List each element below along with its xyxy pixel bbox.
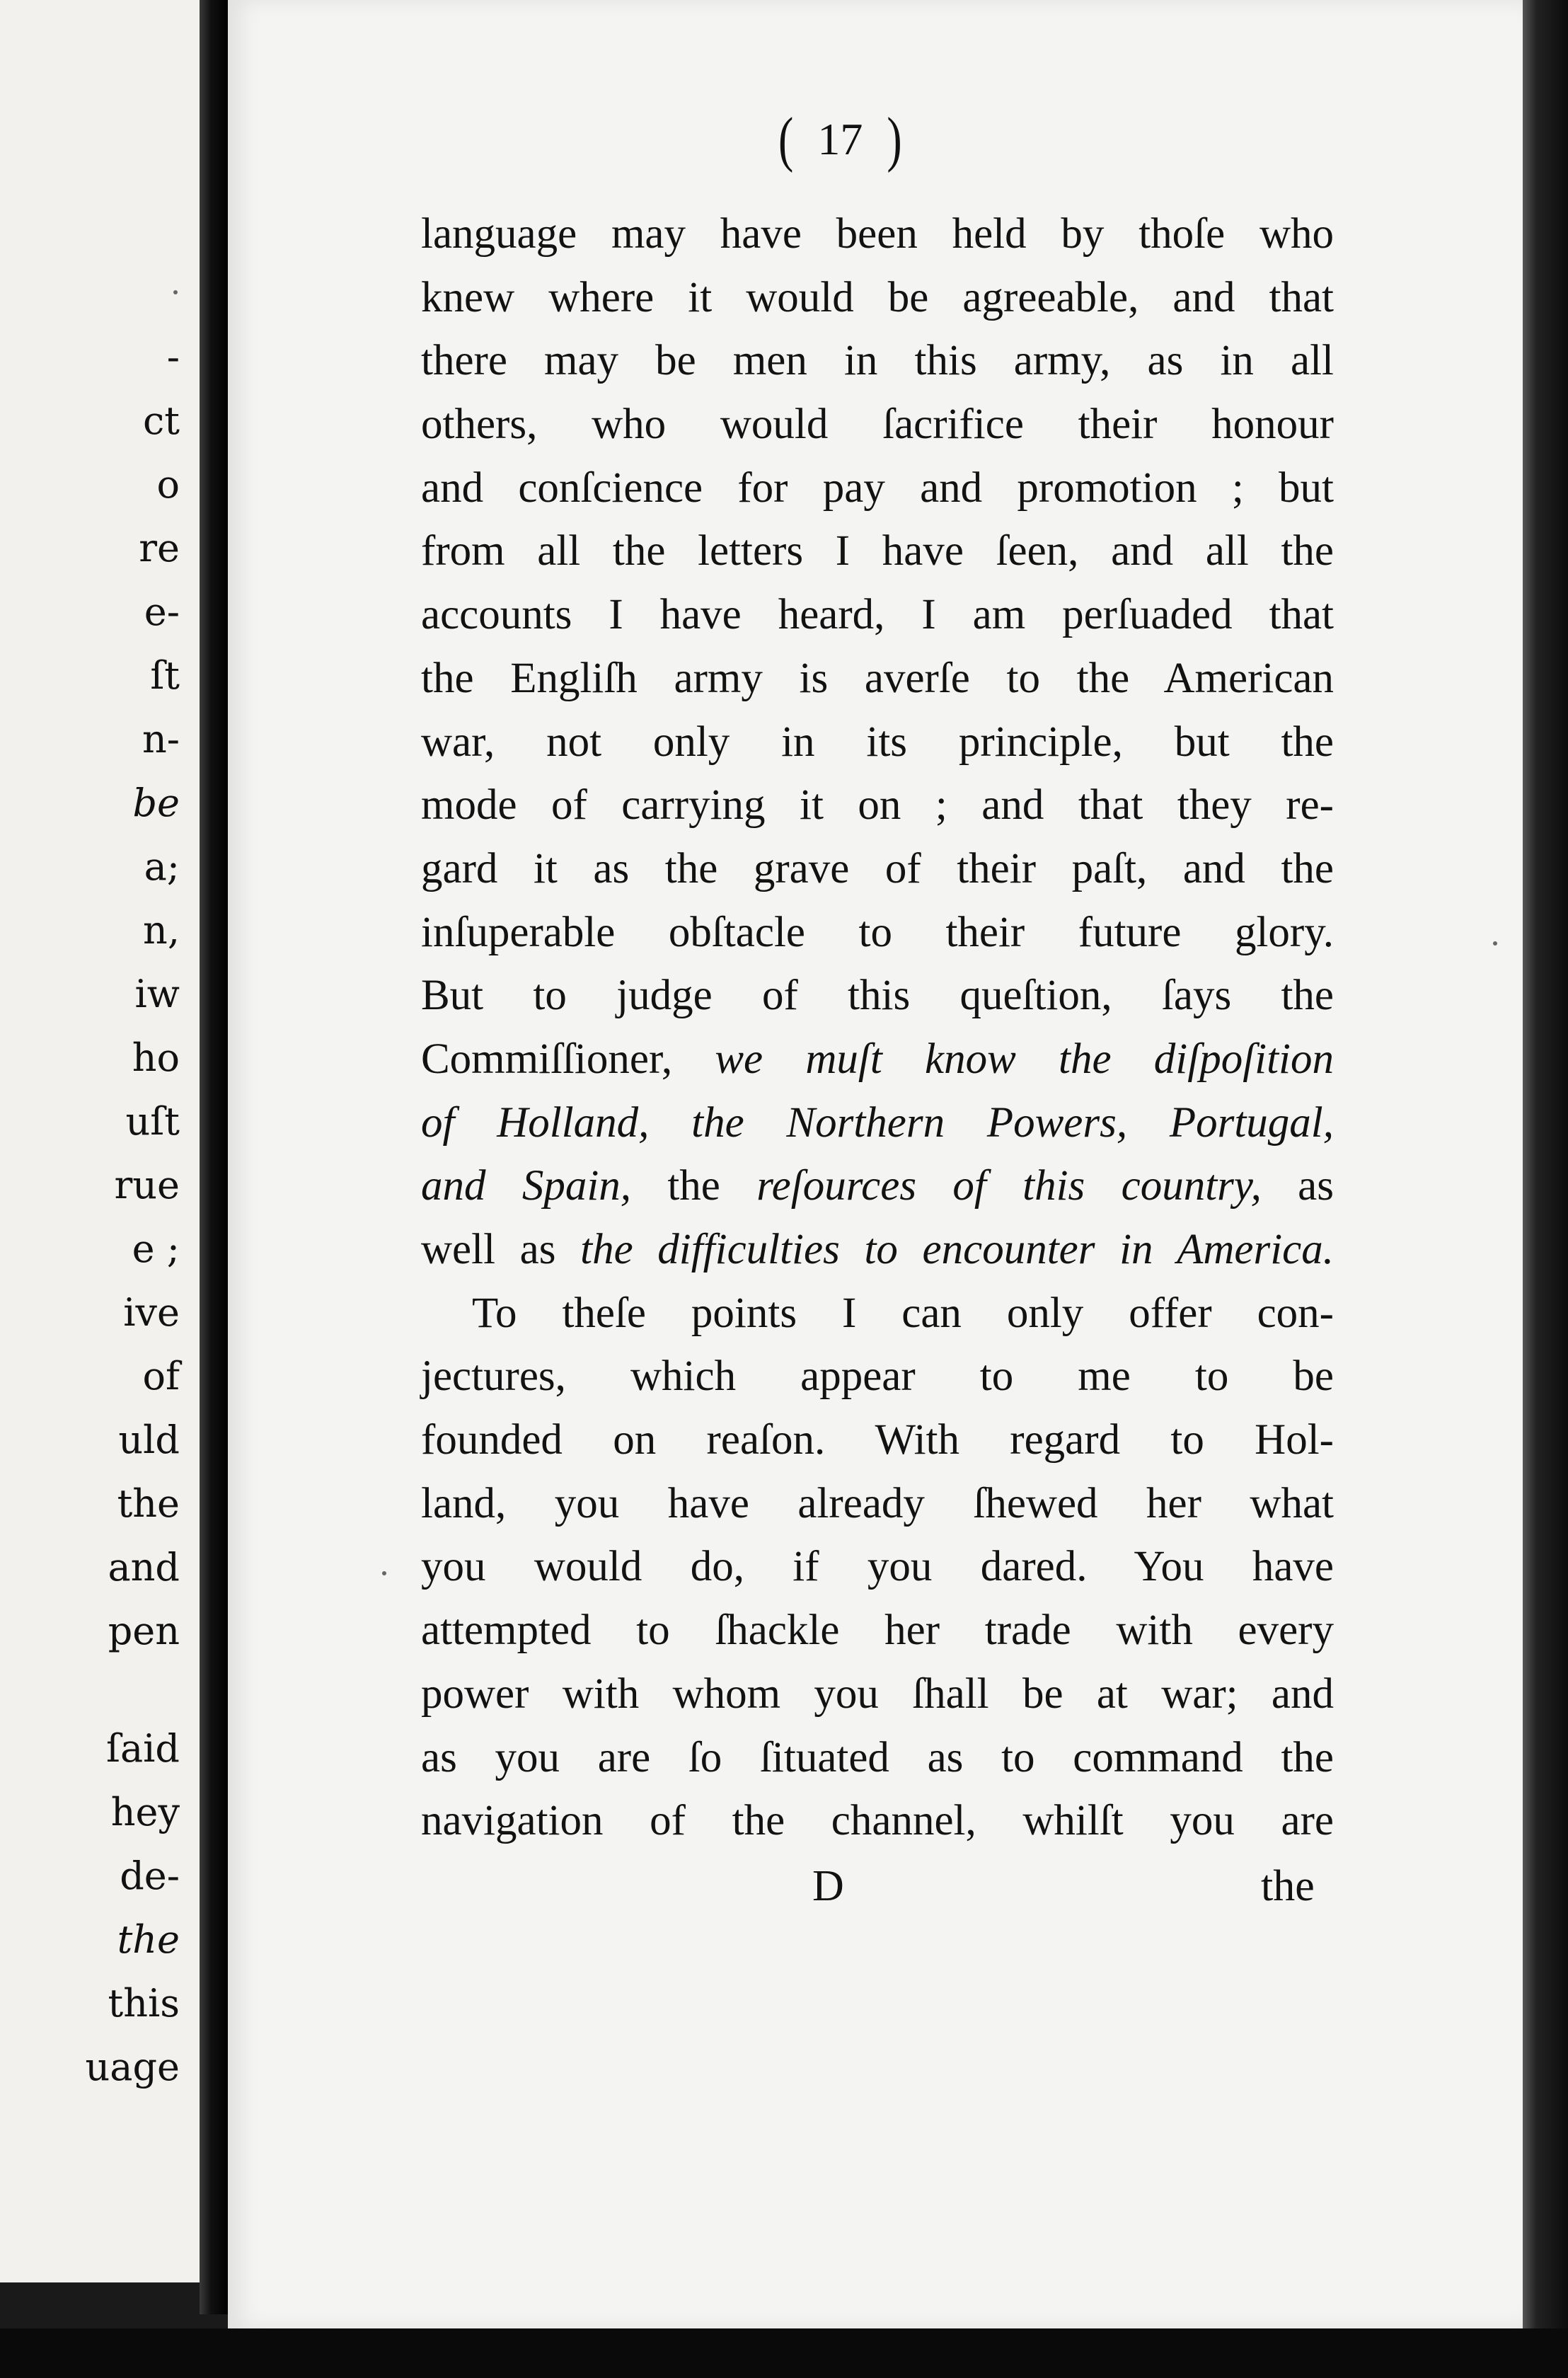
text-line [421,266,1334,330]
left-page-fragment: uld [118,1418,180,1462]
text-line [421,456,1334,520]
paper-speck [173,290,178,294]
left-page-fragment: rue [114,1163,180,1207]
text-run: attempted to ſhackle her trade with every [421,1607,1334,1655]
text-line [421,1345,1334,1408]
left-page-fragment: of [142,1354,180,1398]
text-run: power with whom you ſhall be at war; and [421,1670,1334,1718]
text-line [421,202,1334,266]
text-run: Commiſſioner, [421,1035,715,1083]
left-page-fragment: the [117,1917,180,1962]
paper-speck [382,1571,386,1575]
text-run: founded on reaſon. With regard to Hol- [421,1416,1334,1464]
page-number: 17 [817,114,863,164]
left-facing-page [0,0,200,2282]
left-page-fragment: this [108,1981,180,2026]
left-page-fragment: ſaid [105,1726,180,1771]
left-page-fragment [0,1663,198,1717]
text-run: you would do, if you dared. You have [421,1543,1334,1591]
text-run: well as [421,1226,581,1273]
text-run: the Engliſh army is averſe to the American [421,654,1334,702]
page-edge-shadow [1523,0,1568,2378]
text-line [421,1662,1334,1726]
italic-text-run: we muſt know the diſpoſition [715,1035,1334,1083]
text-line [421,1218,1334,1282]
text-line [421,1154,1334,1218]
page-body-text [421,202,1334,1853]
left-page-fragment: be [132,781,180,825]
text-run: from all the letters I have ſeen, and all the [421,527,1334,575]
text-line [421,583,1334,647]
text-run: To theſe points I can only offer con- [472,1289,1334,1337]
text-run: language may have been held by thoſe who [421,210,1334,258]
italic-text-run: of Holland, the Northern Powers, Portugal, [421,1098,1334,1147]
book-gutter [200,0,228,2314]
text-line [421,1472,1334,1536]
left-page-fragment: hey [110,1790,180,1834]
paper-speck [1493,941,1497,946]
text-run: there may be men in this army, as in all [421,337,1334,385]
left-page-fragment: iw [134,972,180,1016]
close-parenthesis: ) [887,105,902,173]
italic-text-run: reſources of this country, [756,1162,1262,1210]
text-line [421,1091,1334,1155]
text-line [421,774,1334,837]
catchword: the [1261,1862,1315,1910]
text-line [421,1535,1334,1599]
text-line [421,1726,1334,1790]
italic-text-run: and Spain, [421,1162,632,1210]
left-page-fragment: n, [143,908,180,953]
text-line [421,1282,1334,1345]
text-run: as you are ſo ſituated as to command the [421,1733,1334,1781]
left-page-fragment: ct [143,398,180,443]
text-run: jectures, which appear to me to be [421,1352,1334,1401]
text-run: and conſcience for pay and promotion ; but [421,464,1334,512]
left-page-fragment: pen [108,1609,180,1653]
text-run: navigation of the channel, whilſt you are [421,1797,1334,1845]
left-page-text-fragments [0,326,198,2099]
scan-bottom-border [0,2328,1568,2378]
text-line [421,1789,1334,1853]
text-line [421,1408,1334,1472]
page-number-header [778,105,991,173]
text-line [421,1028,1334,1091]
text-run: mode of carrying it on ; and that they re- [421,781,1334,829]
text-run: inſuperable obſtacle to their future glory. [421,908,1334,956]
text-run: gard it as the grave of their paſt, and the [421,844,1334,892]
left-page-fragment: e- [144,590,180,634]
open-parenthesis: ( [778,105,794,173]
italic-text-run: the difficulties to encounter in America. [580,1226,1334,1273]
text-line [421,964,1334,1028]
text-run: knew where it would be agreeable, and that [421,273,1334,321]
text-run: accounts I have heard, I am perſuaded that [421,591,1334,639]
text-line [421,329,1334,393]
text-line [421,837,1334,901]
left-page-fragment: ive [123,1290,180,1335]
left-page-fragment: re [139,526,180,570]
text-run: land, you have already ſhewed her what [421,1479,1334,1527]
text-line [421,1599,1334,1662]
text-line [421,901,1334,965]
left-page-fragment: the [117,1481,180,1526]
text-run: war, not only in its principle, but the [421,718,1334,766]
left-page-fragment: a; [144,844,180,889]
text-run: as [1261,1162,1334,1210]
printer-signature-mark: D [812,1862,844,1910]
left-page-fragment: o [156,462,180,507]
left-page-fragment: uage [85,2045,180,2089]
text-run: But to judge of this queſtion, ſays the [421,972,1334,1020]
text-run: others, who would ſacrifice their honour [421,401,1334,449]
left-page-fragment: n- [142,717,180,762]
left-page-fragment: uſt [125,1099,180,1144]
left-page-fragment: ſt [150,653,180,698]
left-page-fragment: ho [132,1035,180,1080]
left-page-fragment: and [108,1545,180,1590]
left-page-fragment: de- [120,1854,180,1898]
text-line [421,519,1334,583]
text-run: the [631,1162,757,1210]
left-page-fragment: - [166,335,180,379]
text-line [421,711,1334,774]
text-line [421,393,1334,456]
text-line [421,647,1334,711]
left-page-fragment: e ; [132,1227,180,1271]
